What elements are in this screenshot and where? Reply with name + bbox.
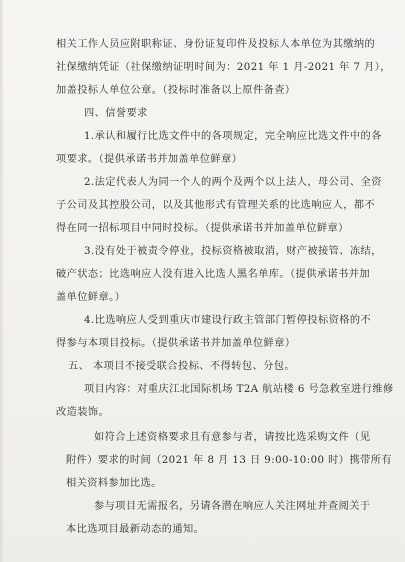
- text-line: 相关资料参加比选。: [66, 478, 162, 489]
- text-line: 相关工作人员应附职称证、身份证复印件及投标人本单位为其缴纳的: [56, 39, 376, 50]
- text-line: 盖单位鲜章。）: [56, 292, 126, 303]
- text-line: 2.法定代表人为同一个人的两个及两个以上法人，母公司、全资: [84, 177, 382, 188]
- text-line: 参与项目无需报名，另请各潜在响应人关注网址并查阅关于: [94, 501, 371, 512]
- text-line: 破产状态；比选响应人没有进入比选人黑名单库。（提供承诺书并加: [56, 269, 371, 280]
- section-heading: 四、信誉要求: [84, 108, 148, 119]
- text-line: 子公司及其控股公司，以及其他形式有管理关系的比选响应人，都不: [56, 200, 376, 211]
- text-line: 4.比选响应人受到重庆市建设行政主管部门暂停投标资格的不: [84, 315, 372, 326]
- text-line: 加盖投标人单位公章。（投标时准备以上原件备查）: [56, 85, 296, 96]
- text-line: 社保缴纳凭证（社保缴纳证明时间为：2021 年 1 月-2021 年 7 月），: [56, 62, 391, 73]
- page-edge-shadow: [0, 0, 4, 562]
- text-line: 得在同一招标项目中同时投标。（提供承诺书并加盖单位鲜章）: [56, 223, 349, 234]
- text-line: 改造装饰。: [56, 407, 110, 418]
- text-line: 附件）要求的时间（2021 年 8 月 13 日 9:00-10:00 时）携带所有: [66, 455, 392, 466]
- text-line: 项要求。（提供承诺书并加盖单位鲜章）: [56, 154, 243, 165]
- text-line: 3.没有处于被责令停业，投标资格被取消，财产被接管、冻结，: [84, 246, 382, 257]
- text-line: 项目内容：对重庆江北国际机场 T2A 航站楼 6 号急救室进行维修: [84, 384, 394, 395]
- text-line: 如符合上述资格要求且有意参与者，请按比选采购文件（见: [94, 432, 371, 443]
- text-line: 本比选项目最新动态的通知。: [66, 524, 205, 535]
- text-line: 得参与本项目投标。（提供承诺书并加盖单位鲜章）: [56, 338, 296, 349]
- section-heading: 五、 本项目不接受联合投标、不得转包、分包。: [68, 361, 296, 372]
- text-line: 1.承认和履行比选文件中的各项规定，完全响应比选文件中的各: [84, 131, 382, 142]
